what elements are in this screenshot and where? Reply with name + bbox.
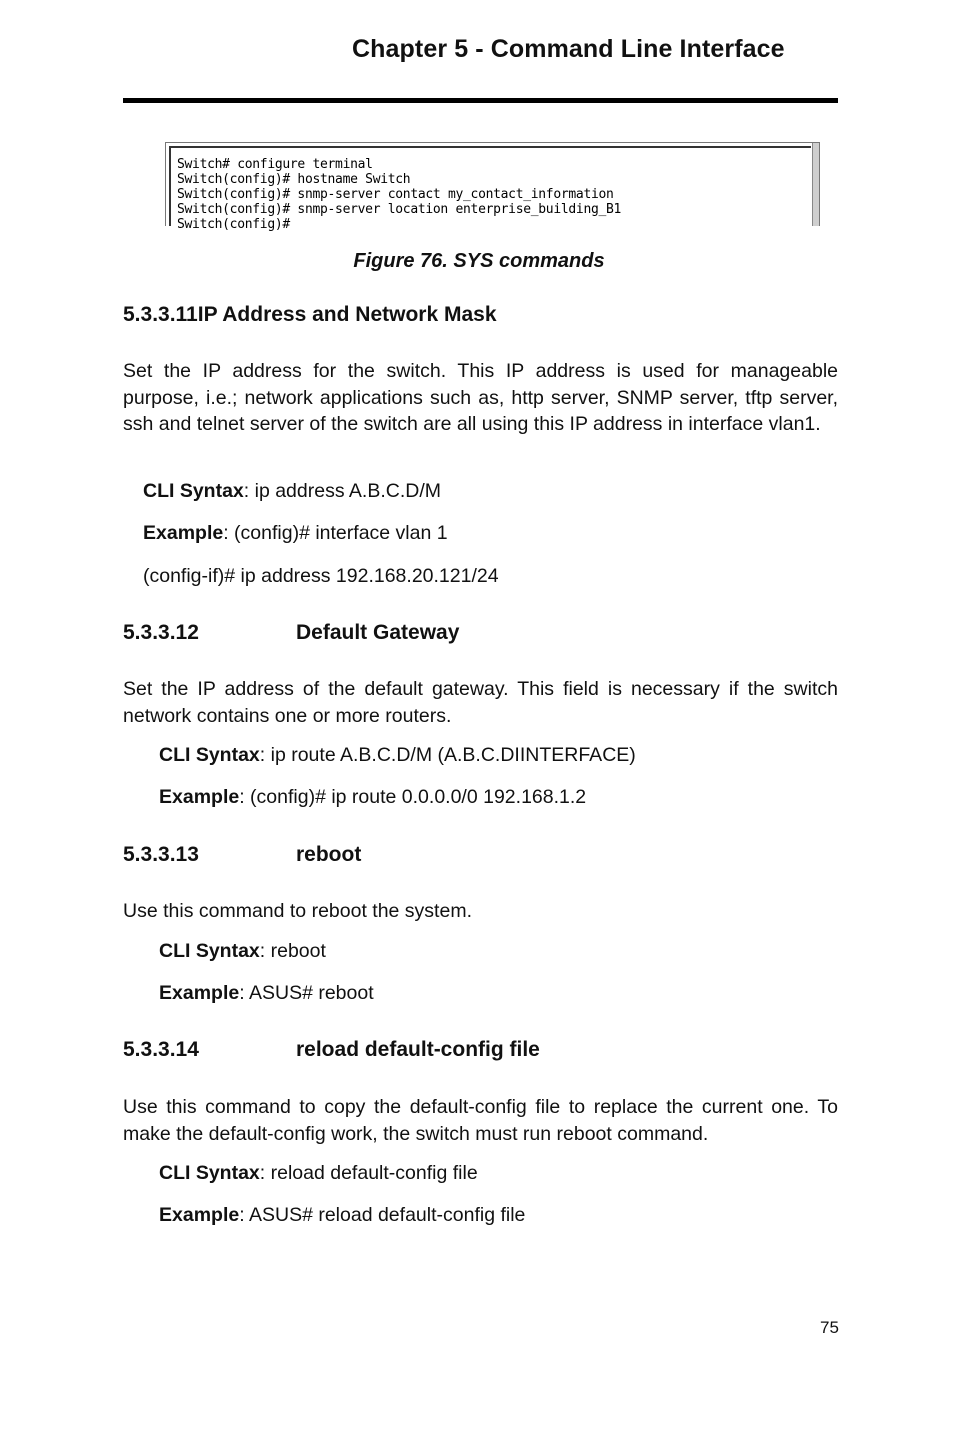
example-line [143,522,448,545]
terminal-line: Switch# configure terminal [177,157,373,172]
chapter-title: Chapter 5 - Command Line Interface [352,35,785,63]
example-value: : (config)# interface vlan 1 [223,522,448,544]
terminal-line: Switch(config)# snmp-server location enterprise_building_B1 [177,202,622,217]
terminal-output [169,146,811,232]
section-number: 5.3.3.12 [123,621,199,644]
section-title: Default Gateway [296,621,460,644]
section-body: Use this command to copy the default-config file to replace the current one. To make the default-config work, the switch must run reboot command. [123,1096,838,1145]
example-continuation: (config-if)# ip address 192.168.20.121/24 [143,565,499,587]
cli-syntax-value: : reboot [259,940,326,962]
section-body: Set the IP address of the default gateway. This field is necessary if the switch network contains one or more routers. [123,678,838,727]
example-value: : ASUS# reload default-config file [239,1204,526,1226]
example-value: : ASUS# reboot [239,982,374,1004]
example-line [159,982,374,1005]
cli-syntax-line [143,480,441,503]
figure-caption: Figure 76. SYS commands [353,250,605,272]
example-line [159,1204,525,1227]
cli-syntax-label: CLI Syntax [159,1162,260,1184]
terminal-line: Switch(config)# hostname Switch [177,172,411,187]
section-body: Set the IP address for the switch. This IP address is used for manageable purpose, i.e.; network applications such as, http server, SNMP server, tftp server, ssh and telnet server of the switch are all using this IP address in interface vlan1. [123,360,838,435]
section-number: 5.3.3.13 [123,843,199,866]
example-label: Example [159,786,240,808]
cli-syntax-value: : ip route A.B.C.D/M (A.B.C.DIINTERFACE) [259,744,636,766]
cli-syntax-label: CLI Syntax [159,940,260,962]
terminal-screenshot [165,142,820,232]
example-label: Example [159,982,240,1004]
section-heading [123,1038,540,1062]
example-line [159,786,586,809]
cli-syntax-label: CLI Syntax [143,480,244,502]
section-number: 5.3.3.11IP Address and Network Mask [123,303,497,326]
cli-syntax-label: CLI Syntax [159,744,260,766]
cli-syntax-line [159,940,326,963]
terminal-line: Switch(config)# [177,217,290,232]
section-number: 5.3.3.14 [123,1038,199,1061]
section-heading [123,621,460,645]
section-heading [123,843,362,867]
section-title: reload default-config file [296,1038,540,1061]
cli-syntax-value: : reload default-config file [259,1162,478,1184]
cli-syntax-value: : ip address A.B.C.D/M [243,480,442,502]
cli-syntax-line [159,1162,478,1185]
cli-syntax-line [159,744,636,767]
example-label: Example [143,522,224,544]
section-body: Use this command to reboot the system. [123,900,472,922]
terminal-line: Switch(config)# snmp-server contact my_contact_information [177,187,614,202]
page-number: 75 [820,1318,839,1337]
example-label: Example [159,1204,240,1226]
section-heading [123,303,497,327]
section-title: reboot [296,843,362,866]
terminal-scrollbar [812,143,819,226]
example-value: : (config)# ip route 0.0.0.0/0 192.168.1.2 [239,786,587,808]
header-rule [123,98,838,103]
